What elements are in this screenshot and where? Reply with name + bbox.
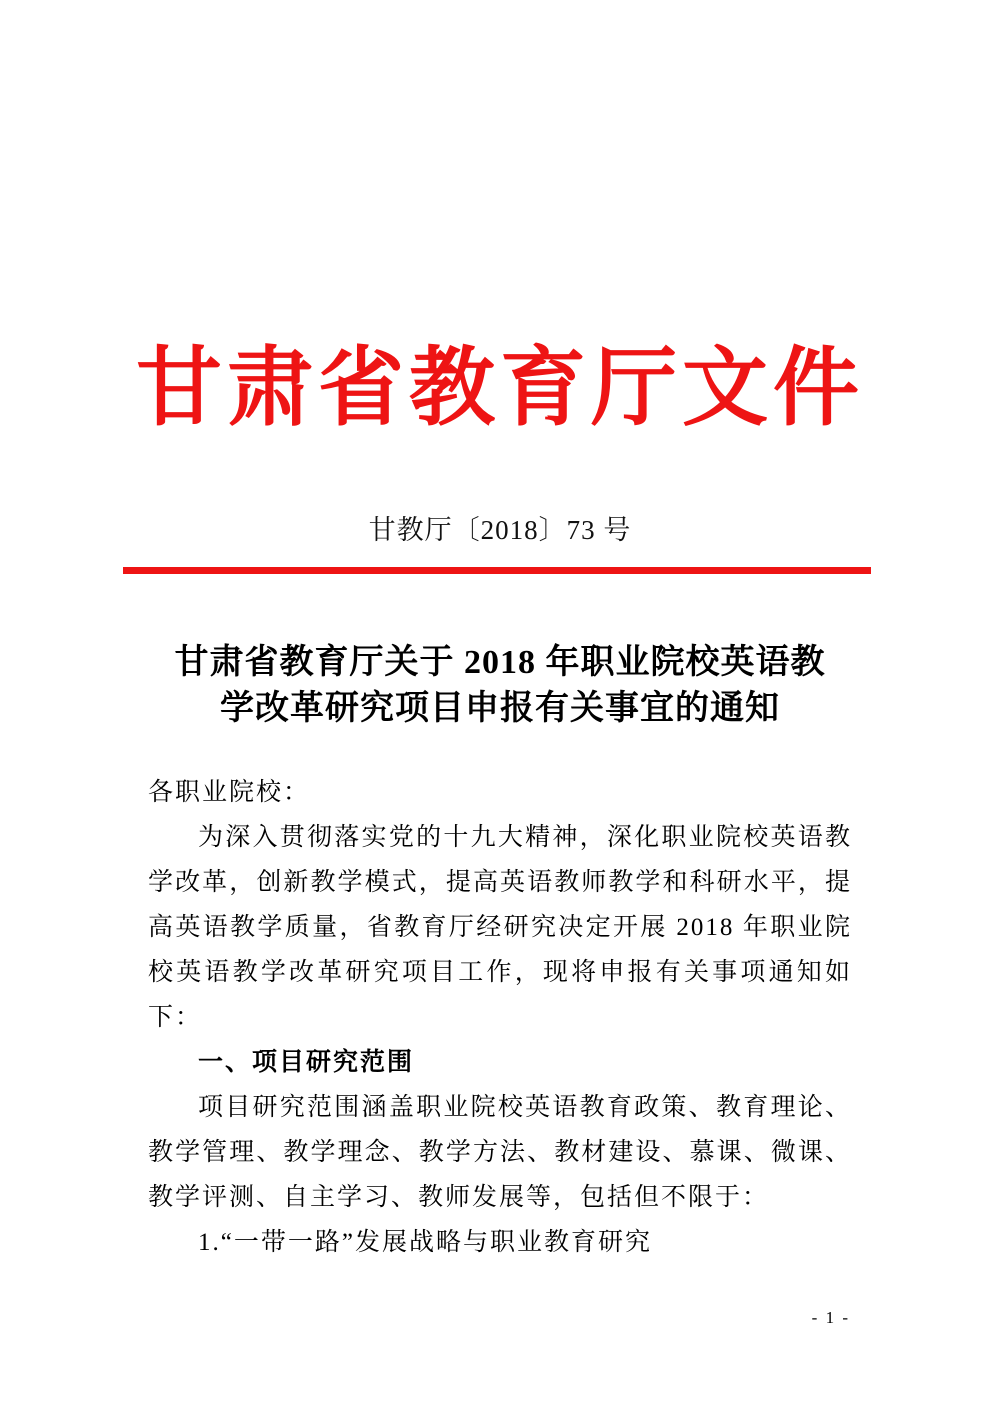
section-1-list-item-1: 1.“一带一路”发展战略与职业教育研究 — [198, 1229, 652, 1256]
red-divider-line — [123, 567, 871, 574]
doc-number: 甘教厅〔2018〕73 号 — [368, 515, 632, 545]
document-body — [148, 770, 852, 1265]
section-heading-1: 一、项目研究范围 — [198, 1048, 415, 1076]
document-title-line1: 甘肃省教育厅关于 2018 年职业院校英语教 — [174, 644, 826, 681]
agency-banner: 甘肃省教育厅文件 — [136, 340, 864, 436]
document-title — [90, 640, 910, 732]
page-number: - 1 - — [811, 1308, 850, 1327]
salutation: 各职业院校： — [148, 779, 311, 806]
section-1-paragraph: 项目研究范围涵盖职业院校英语教育政策、教育理论、教学管理、教学理念、教学方法、教材建设、慕课、微课、教学评测、自主学习、教师发展等，包括但不限于： — [148, 1094, 852, 1211]
intro-paragraph: 为深入贯彻落实党的十九大精神，深化职业院校英语教学改革，创新教学模式，提高英语教师教学和科研水平，提高英语教学质量，省教育厅经研究决定开展 2018 年职业院校英语教学改革研究项目工作，现将申报有关事项通知如下： — [148, 824, 852, 1031]
document-title-line2: 学改革研究项目申报有关事宜的通知 — [220, 690, 780, 727]
